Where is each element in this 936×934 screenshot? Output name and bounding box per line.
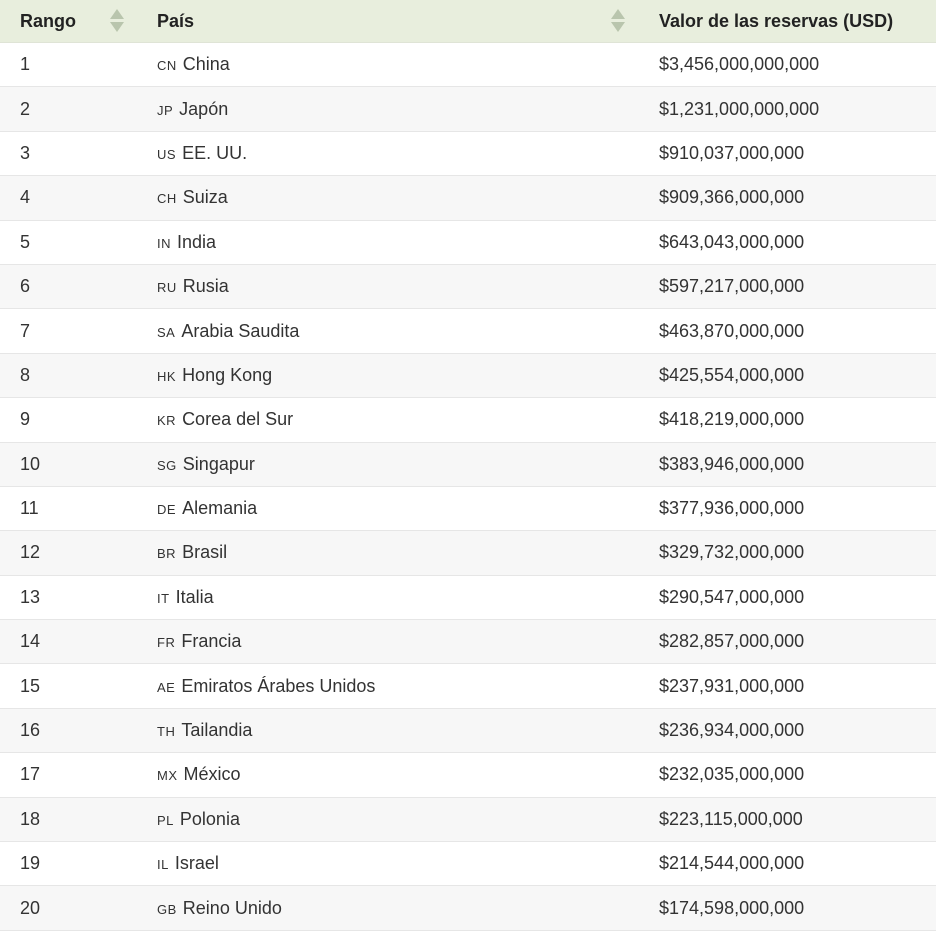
country-cell	[138, 232, 639, 253]
country-cell	[138, 587, 639, 608]
country-cell	[138, 542, 639, 563]
country-cell	[138, 409, 639, 430]
value-cell: $232,035,000,000	[659, 764, 805, 785]
table-row	[0, 664, 936, 708]
country-name: Singapur	[182, 453, 255, 474]
table-row	[0, 309, 936, 353]
table-row	[0, 443, 936, 487]
table-row	[0, 842, 936, 886]
country-code: IT	[157, 590, 170, 606]
country-cell	[138, 676, 639, 697]
column-header-value-label: Valor de las reservas (USD)	[659, 10, 894, 31]
value-cell: $214,544,000,000	[659, 853, 805, 874]
country-code: KR	[157, 413, 177, 429]
rank-cell: 17	[20, 764, 41, 785]
country-code: US	[157, 146, 177, 162]
column-header-country-label: País	[157, 10, 195, 31]
value-cell: $463,870,000,000	[659, 320, 805, 341]
country-code: JP	[157, 102, 174, 118]
value-cell: $223,115,000,000	[659, 808, 803, 829]
country-code: IL	[157, 857, 169, 873]
table-row	[0, 798, 936, 842]
table-row	[0, 398, 936, 442]
country-cell	[138, 898, 639, 919]
country-name: Tailandia	[181, 720, 253, 741]
value-cell: $909,366,000,000	[659, 187, 805, 208]
table-row	[0, 709, 936, 753]
rank-cell: 10	[20, 453, 41, 474]
country-name: Arabia Saudita	[181, 320, 300, 341]
rank-cell: 4	[20, 187, 31, 208]
rank-cell: 1	[20, 54, 31, 75]
country-code: PL	[157, 812, 174, 828]
country-name: India	[177, 231, 217, 252]
country-cell	[138, 54, 639, 75]
country-code: CH	[157, 191, 177, 207]
column-header-rank-label: Rango	[20, 10, 76, 31]
country-code: DE	[157, 502, 177, 518]
country-cell	[138, 809, 639, 830]
country-code: FR	[157, 635, 176, 651]
value-cell: $174,598,000,000	[659, 897, 805, 918]
rank-cell: 13	[20, 586, 41, 607]
column-header-rank[interactable]	[0, 0, 138, 42]
country-cell	[138, 498, 639, 519]
country-code: SA	[157, 324, 176, 340]
value-cell: $1,231,000,000,000	[659, 98, 820, 119]
country-code: BR	[157, 546, 177, 562]
country-cell	[138, 720, 639, 741]
value-cell: $643,043,000,000	[659, 231, 805, 252]
country-cell	[138, 853, 639, 874]
value-cell: $383,946,000,000	[659, 453, 805, 474]
value-cell: $425,554,000,000	[659, 364, 805, 385]
value-cell: $377,936,000,000	[659, 498, 805, 519]
country-name: EE. UU.	[182, 142, 248, 163]
rank-cell: 7	[20, 320, 31, 341]
column-header-value	[639, 0, 936, 42]
country-name: Emiratos Árabes Unidos	[181, 675, 376, 696]
country-cell	[138, 631, 639, 652]
country-code: RU	[157, 280, 177, 296]
value-cell: $597,217,000,000	[659, 276, 805, 297]
country-cell	[138, 321, 639, 342]
table-row	[0, 886, 936, 930]
country-code: HK	[157, 368, 177, 384]
country-name: Reino Unido	[182, 897, 282, 918]
country-cell	[138, 143, 639, 164]
country-name: Polonia	[179, 808, 240, 829]
table-row	[0, 531, 936, 575]
table-header	[0, 0, 936, 43]
country-cell	[138, 764, 639, 785]
country-name: Suiza	[182, 187, 228, 208]
table-row	[0, 620, 936, 664]
rank-cell: 3	[20, 142, 31, 163]
rank-cell: 19	[20, 853, 41, 874]
sort-arrows-icon[interactable]	[110, 9, 124, 33]
rank-cell: 9	[20, 409, 31, 430]
country-name: Rusia	[182, 276, 229, 297]
table-row	[0, 176, 936, 220]
value-cell: $329,732,000,000	[659, 542, 805, 563]
table-row	[0, 265, 936, 309]
table-row	[0, 132, 936, 176]
rank-cell: 20	[20, 897, 41, 918]
table-row	[0, 354, 936, 398]
rank-cell: 2	[20, 98, 31, 119]
table-row	[0, 221, 936, 265]
country-code: MX	[157, 768, 178, 784]
country-name: Corea del Sur	[182, 409, 294, 430]
country-cell	[138, 187, 639, 208]
value-cell: $910,037,000,000	[659, 142, 805, 163]
country-name: Japón	[179, 98, 229, 119]
table-row	[0, 487, 936, 531]
country-code: IN	[157, 235, 171, 251]
rank-cell: 15	[20, 675, 41, 696]
rank-cell: 8	[20, 364, 31, 385]
country-cell	[138, 365, 639, 386]
rank-cell: 6	[20, 276, 31, 297]
country-name: Italia	[175, 586, 214, 607]
country-name: China	[182, 54, 230, 75]
country-name: Hong Kong	[182, 364, 273, 385]
sort-arrows-icon[interactable]	[611, 9, 625, 33]
rank-cell: 14	[20, 631, 41, 652]
rank-cell: 16	[20, 720, 41, 741]
country-code: CN	[157, 58, 177, 74]
country-code: SG	[157, 457, 177, 473]
country-code: TH	[157, 724, 176, 740]
table-row	[0, 753, 936, 797]
country-name: Brasil	[182, 542, 228, 563]
rank-cell: 18	[20, 808, 41, 829]
column-header-country[interactable]	[138, 0, 639, 42]
country-name: Francia	[181, 631, 242, 652]
country-cell	[138, 276, 639, 297]
value-cell: $290,547,000,000	[659, 586, 805, 607]
rank-cell: 11	[20, 498, 39, 519]
country-code: AE	[157, 679, 176, 695]
country-name: Israel	[174, 853, 219, 874]
value-cell: $282,857,000,000	[659, 631, 805, 652]
value-cell: $237,931,000,000	[659, 675, 805, 696]
country-name: Alemania	[182, 498, 258, 519]
table-row	[0, 576, 936, 620]
rank-cell: 12	[20, 542, 41, 563]
country-cell	[138, 99, 639, 120]
value-cell: $418,219,000,000	[659, 409, 805, 430]
value-cell: $3,456,000,000,000	[659, 54, 820, 75]
rank-cell: 5	[20, 231, 31, 252]
table-row	[0, 87, 936, 131]
country-name: México	[183, 764, 241, 785]
table-body	[0, 43, 936, 931]
table-row	[0, 43, 936, 87]
value-cell: $236,934,000,000	[659, 720, 805, 741]
country-cell	[138, 454, 639, 475]
country-code: GB	[157, 901, 177, 917]
